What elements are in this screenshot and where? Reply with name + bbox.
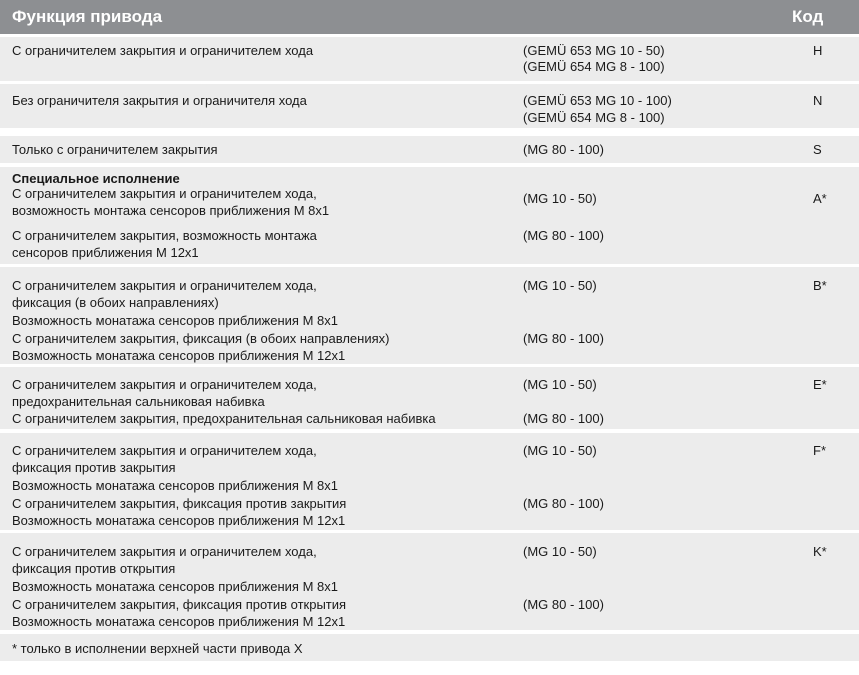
function-code: E*: [813, 377, 827, 392]
function-code: H: [813, 43, 823, 58]
description-line: Без ограничителя закрытия и ограничителя хода: [12, 93, 307, 108]
description-line: С ограничителем закрытия, фиксация против закрытия: [12, 496, 347, 511]
description-line: С ограничителем закрытия и ограничителем хода,: [12, 377, 317, 392]
model-range: (GEMÜ 654 MG 8 - 100): [523, 110, 665, 125]
table-row: [0, 267, 859, 364]
description-line: фиксация против закрытия: [12, 460, 176, 475]
description-line: Возможность монатажа сенсоров приближения М 12x1: [12, 513, 346, 528]
description-line: С ограничителем закрытия и ограничителем хода,: [12, 443, 317, 458]
description-line: С ограничителем закрытия и ограничителем хода: [12, 43, 314, 58]
table-row: [0, 136, 859, 163]
table-row: [0, 433, 859, 530]
model-range: (GEMÜ 653 MG 10 - 50): [523, 43, 665, 58]
description-line: сенсоров приближения М 12x1: [12, 245, 199, 260]
table-row: [0, 167, 859, 264]
model-range: (MG 80 - 100): [523, 496, 604, 511]
table-row: [0, 533, 859, 630]
description-line: фиксация (в обоих направлениях): [12, 295, 219, 310]
description-line: Возможность монатажа сенсоров приближения М 12x1: [12, 348, 346, 363]
model-range: (MG 80 - 100): [523, 331, 604, 346]
description-line: фиксация против открытия: [12, 561, 176, 576]
description-line: С ограничителем закрытия, предохранительная сальниковая набивка: [12, 411, 436, 426]
model-range: (MG 80 - 100): [523, 228, 604, 243]
function-code: A*: [813, 191, 827, 206]
header-code: Код: [792, 7, 824, 26]
description-line: С ограничителем закрытия, возможность монтажа: [12, 228, 317, 243]
header-title: Функция привода: [12, 7, 163, 26]
description-line: предохранительная сальниковая набивка: [12, 394, 265, 409]
model-range: (MG 10 - 50): [523, 377, 597, 392]
model-range: (GEMÜ 653 MG 10 - 100): [523, 93, 672, 108]
description-line: * только в исполнении верхней части привода X: [12, 641, 303, 656]
footnote-row: [0, 634, 859, 661]
description-line: С ограничителем закрытия и ограничителем хода,: [12, 278, 317, 293]
description-line: Возможность монатажа сенсоров приближения М 12x1: [12, 614, 346, 629]
table-header: [0, 0, 859, 34]
model-range: (MG 10 - 50): [523, 191, 597, 206]
function-code: B*: [813, 278, 827, 293]
description-line: С ограничителем закрытия, фиксация против открытия: [12, 597, 347, 612]
model-range: (MG 10 - 50): [523, 544, 597, 559]
function-code: S: [813, 142, 822, 157]
model-range: (MG 10 - 50): [523, 278, 597, 293]
table-row: [0, 84, 859, 128]
section-heading: Специальное исполнение: [12, 171, 180, 186]
model-range: (MG 10 - 50): [523, 443, 597, 458]
description-line: Возможность монатажа сенсоров приближения М 8x1: [12, 478, 338, 493]
description-line: Только с ограничителем закрытия: [12, 142, 218, 157]
function-code: K*: [813, 544, 827, 559]
model-range: (MG 80 - 100): [523, 411, 604, 426]
description-line: С ограничителем закрытия, фиксация (в обоих направлениях): [12, 331, 390, 346]
table-row: [0, 37, 859, 81]
description-line: Возможность монатажа сенсоров приближения М 8x1: [12, 579, 338, 594]
description-line: С ограничителем закрытия и ограничителем хода,: [12, 544, 317, 559]
description-line: возможность монтажа сенсоров приближения М 8x1: [12, 203, 330, 218]
function-code: N: [813, 93, 823, 108]
model-range: (MG 80 - 100): [523, 142, 604, 157]
model-range: (MG 80 - 100): [523, 597, 604, 612]
function-code: F*: [813, 443, 826, 458]
model-range: (GEMÜ 654 MG 8 - 100): [523, 59, 665, 74]
description-line: С ограничителем закрытия и ограничителем хода,: [12, 186, 317, 201]
table-row: [0, 367, 859, 429]
description-line: Возможность монатажа сенсоров приближения М 8x1: [12, 313, 338, 328]
